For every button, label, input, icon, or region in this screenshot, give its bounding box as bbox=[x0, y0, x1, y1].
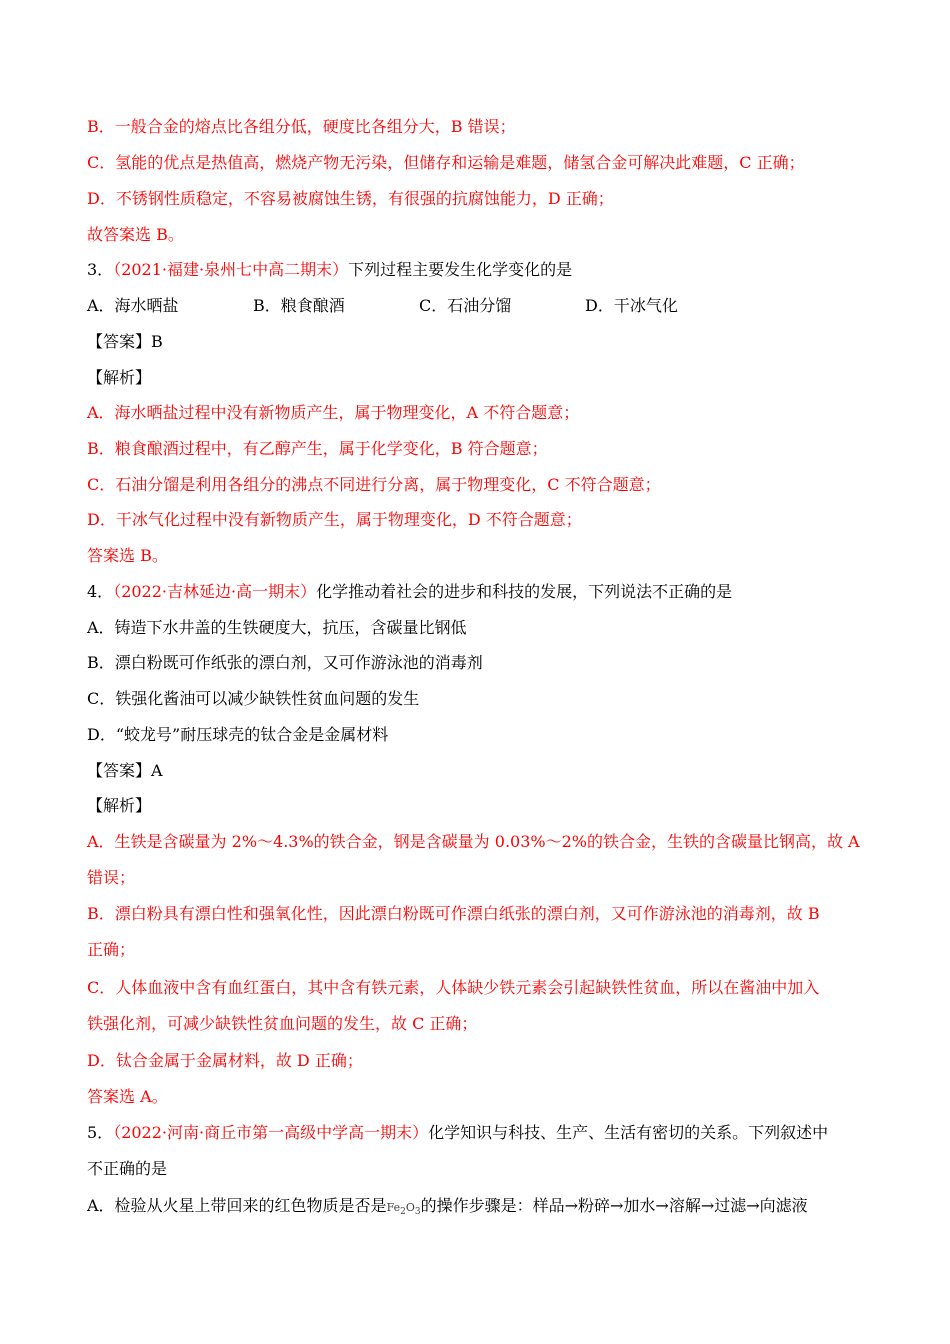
q3-number: 3． bbox=[87, 260, 114, 279]
q4-analysis-a-line2: 错误； bbox=[87, 868, 136, 887]
q4-analysis-b-line1: B．漂白粉具有漂白性和强氧化性，因此漂白粉既可作漂白纸张的漂白剂，又可作游泳池的消毒剂，故 B bbox=[87, 904, 820, 923]
q3-option-d: D．干冰气化 bbox=[585, 296, 678, 315]
q3-conclusion: 答案选 B。 bbox=[87, 546, 168, 565]
fe2o3-formula bbox=[386, 1201, 421, 1217]
q2-analysis-d: D．不锈钢性质稳定，不容易被腐蚀生锈，有很强的抗腐蚀能力，D 正确； bbox=[87, 189, 614, 208]
q5-number: 5． bbox=[87, 1123, 114, 1142]
q5-option-a bbox=[87, 1195, 877, 1223]
q4-analysis-d: D．钛合金属于金属材料，故 D 正确； bbox=[87, 1051, 363, 1070]
q3-answer: 【答案】B bbox=[87, 332, 163, 351]
q4-analysis-b-line2: 正确； bbox=[87, 940, 136, 959]
q2-analysis-c: C．氢能的优点是热值高，燃烧产物无污染，但储存和运输是难题，储氢合金可解决此难题，C 正确； bbox=[87, 153, 805, 172]
q5-question: 化学知识与科技、生产、生活有密切的关系。下列叙述中 bbox=[428, 1123, 829, 1142]
q4-option-c: C．铁强化酱油可以减少缺铁性贫血问题的发生 bbox=[87, 689, 420, 708]
q2-conclusion: 故答案选 B。 bbox=[87, 225, 184, 244]
q4-answer: 【答案】A bbox=[87, 761, 163, 780]
q3-analysis-c: C．石油分馏是利用各组分的沸点不同进行分离，属于物理变化，C 不符合题意； bbox=[87, 475, 661, 494]
q5-option-a-suffix: 的操作步骤是：样品→粉碎→加水→溶解→过滤→向滤液 bbox=[420, 1196, 808, 1215]
q4-analysis-label: 【解析】 bbox=[87, 796, 152, 815]
q3-analysis-a: A．海水晒盐过程中没有新物质产生，属于物理变化，A 不符合题意； bbox=[87, 403, 580, 422]
q5-stem-line1 bbox=[87, 1122, 877, 1144]
q3-analysis-d: D．干冰气化过程中没有新物质产生，属于物理变化，D 不符合题意； bbox=[87, 510, 582, 529]
q4-conclusion: 答案选 A。 bbox=[87, 1087, 168, 1106]
q4-analysis-c-line2: 铁强化剂，可减少缺铁性贫血问题的发生，故 C 正确； bbox=[87, 1014, 478, 1033]
q5-source: （2022·河南·商丘市第一高级中学高一期末） bbox=[113, 1123, 429, 1142]
q3-option-c: C．石油分馏 bbox=[419, 296, 512, 315]
q4-analysis-c-line1: C．人体血液中含有血红蛋白，其中含有铁元素，人体缺少铁元素会引起缺铁性贫血，所以在酱油中加入 bbox=[87, 978, 820, 997]
q4-analysis-a-line1: A．生铁是含碳量为 2%～4.3%的铁合金，钢是含碳量为 0.03%～2%的铁合金，生铁的含碳量比钢高，故 A bbox=[87, 832, 860, 851]
q2-analysis-b: B．一般合金的熔点比各组分低，硬度比各组分大，B 错误； bbox=[87, 117, 516, 136]
q4-option-b: B．漂白粉既可作纸张的漂白剂，又可作游泳池的消毒剂 bbox=[87, 653, 483, 672]
q4-question: 化学推动着社会的进步和科技的发展，下列说法不正确的是 bbox=[316, 582, 733, 601]
q3-options bbox=[87, 295, 877, 317]
q4-option-a: A．铸造下水井盖的生铁硬度大，抗压，含碳量比钢低 bbox=[87, 618, 467, 637]
q3-stem bbox=[87, 259, 877, 281]
q3-analysis-label: 【解析】 bbox=[87, 368, 152, 387]
q3-option-a: A．海水晒盐 bbox=[87, 296, 179, 315]
q3-question: 下列过程主要发生化学变化的是 bbox=[348, 260, 573, 279]
formula-sub-2: 2 bbox=[400, 1207, 406, 1217]
q3-option-b: B．粮食酿酒 bbox=[253, 296, 345, 315]
q4-number: 4． bbox=[87, 582, 114, 601]
q4-source: （2022·吉林延边·高一期末） bbox=[113, 582, 317, 601]
q5-stem-line2: 不正确的是 bbox=[87, 1159, 168, 1178]
formula-o: O bbox=[405, 1201, 415, 1214]
q3-analysis-b: B．粮食酿酒过程中，有乙醇产生，属于化学变化，B 符合题意； bbox=[87, 439, 548, 458]
formula-sub-3: 3 bbox=[414, 1207, 421, 1217]
q5-option-a-prefix: A．检验从火星上带回来的红色物质是否是 bbox=[87, 1196, 387, 1215]
q3-source: （2021·福建·泉州七中高二期末） bbox=[113, 260, 349, 279]
q4-stem bbox=[87, 581, 877, 603]
formula-fe: Fe bbox=[386, 1201, 401, 1214]
q4-option-d: D．“蛟龙号”耐压球壳的钛合金是金属材料 bbox=[87, 725, 389, 744]
